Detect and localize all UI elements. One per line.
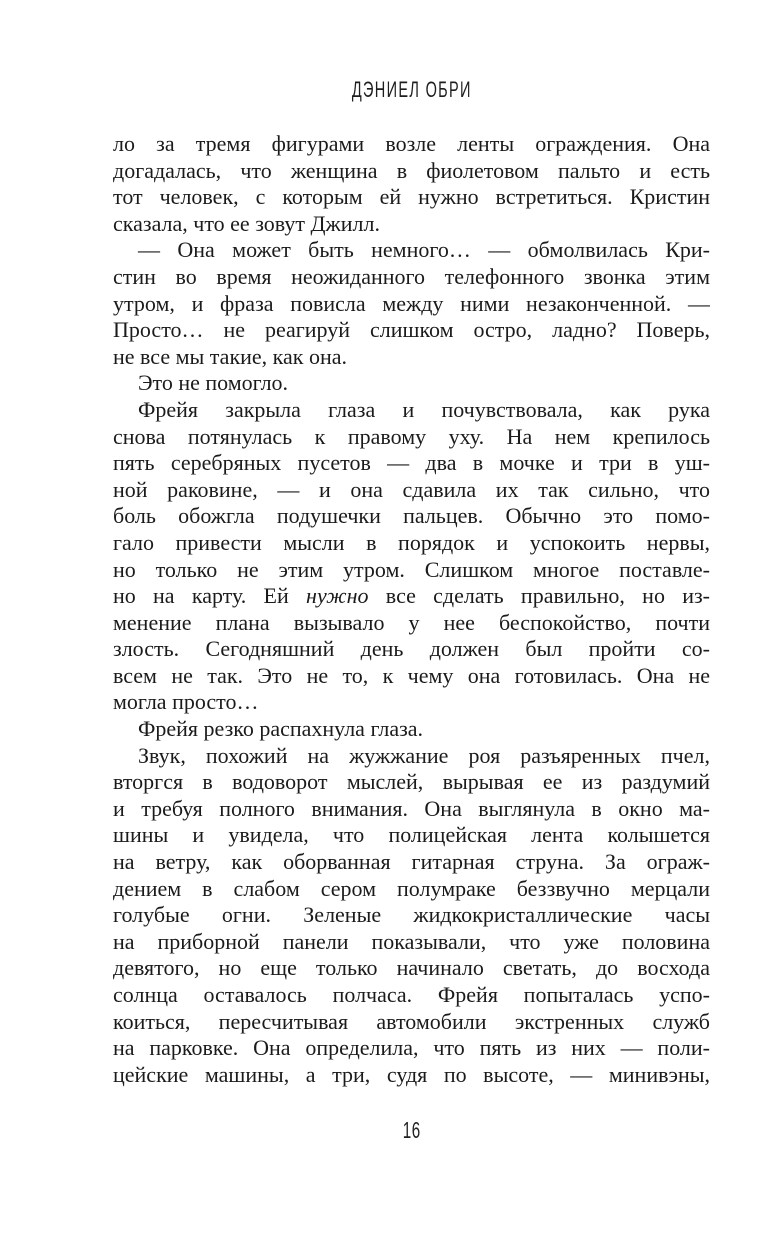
text-line: [113, 689, 710, 716]
text-line: [113, 291, 710, 318]
text-line: [113, 184, 710, 211]
text-line: [113, 264, 710, 291]
text-line: [113, 716, 710, 743]
text-segment: — Она может быть немного… — обмолвилась Кри-: [138, 237, 710, 263]
text-segment: не все мы такие, как она.: [113, 343, 348, 369]
text-line: [113, 131, 710, 158]
text-line: [113, 955, 710, 982]
body-text: [113, 131, 710, 1088]
text-segment: вторгся в водоворот мыслей, вырывая ее из раздумий: [113, 769, 710, 795]
text-line: [113, 503, 710, 530]
text-segment: тот человек, с которым ей нужно встретиться. Кристин: [113, 184, 710, 210]
text-line: [113, 743, 710, 770]
text-line: [113, 610, 710, 637]
text-line: [113, 397, 710, 424]
text-line: [113, 1035, 710, 1062]
text-line: [113, 876, 710, 903]
text-line: [113, 477, 710, 504]
text-line: [113, 929, 710, 956]
text-line: [113, 982, 710, 1009]
text-line: [113, 211, 710, 238]
text-segment: догадалась, что женщина в фиолетовом пальто и есть: [113, 157, 710, 183]
text-segment: на парковке. Она определила, что пять из них — поли-: [113, 1035, 710, 1061]
text-line: [113, 769, 710, 796]
text-segment: голубые огни. Зеленые жидкокристаллические часы: [113, 902, 710, 928]
text-segment: гало привести мысли в порядок и успокоить нервы,: [113, 529, 710, 555]
text-segment: Фрейя резко распахнула глаза.: [138, 716, 424, 742]
text-segment: снова потянулась к правому уху. На нем крепилось: [113, 423, 710, 449]
text-line: [113, 370, 710, 397]
text-segment: ло за тремя фигурами возле ленты ограждения. Она: [113, 131, 710, 156]
text-segment: злость. Сегодняшний день должен был пройти со-: [113, 636, 710, 662]
text-segment: Просто… не реагируй слишком остро, ладно? Поверь,: [113, 317, 710, 343]
text-segment: девятого, но еще только начинало светать, до восхода: [113, 955, 710, 981]
text-segment: все сделать правильно, но из-: [368, 583, 710, 609]
page-number: 16: [402, 1117, 421, 1143]
text-segment: на ветру, как оборванная гитарная струна. За ограж-: [113, 849, 710, 875]
text-line: [113, 822, 710, 849]
text-segment: боль обожгла подушечки пальцев. Обычно это помо-: [113, 503, 710, 529]
text-segment: цейские машины, а три, судя по высоте, — минивэны,: [113, 1061, 710, 1087]
text-segment: и требуя полного внимания. Она выглянула в окно ма-: [113, 795, 710, 821]
text-segment: пять серебряных пусетов — два в мочке и три в уш-: [113, 450, 710, 476]
text-segment: Фрейя закрыла глаза и почувствовала, как рука: [138, 396, 710, 422]
text-line: [113, 158, 710, 185]
text-segment: но только не этим утром. Слишком многое поставле-: [113, 556, 710, 582]
text-line: [113, 1062, 710, 1089]
text-line: [113, 1009, 710, 1036]
text-line: [113, 317, 710, 344]
page-footer: [113, 1117, 710, 1147]
text-segment: сказала, что ее зовут Джилл.: [113, 210, 380, 236]
text-line: [113, 424, 710, 451]
text-segment: на приборной панели показывали, что уже половина: [113, 928, 710, 954]
text-segment: но на карту. Ей: [113, 583, 307, 609]
text-segment: коиться, пересчитывая автомобили экстренных служб: [113, 1008, 710, 1034]
text-line: [113, 902, 710, 929]
text-segment: шины и увидела, что полицейская лента колышется: [113, 822, 710, 848]
text-line: [113, 636, 710, 663]
text-line: [113, 557, 710, 584]
text-line: [113, 450, 710, 477]
text-segment: всем не так. Это не то, к чему она готовилась. Она не: [113, 662, 710, 688]
text-segment: Это не помогло.: [138, 370, 289, 396]
running-header-text: ДЭНИЕЛ ОБРИ: [351, 77, 472, 102]
text-segment: утром, и фраза повисла между ними незаконченной. —: [113, 290, 710, 316]
text-line: [113, 796, 710, 823]
text-line: [113, 530, 710, 557]
emphasized-text: нужно: [306, 583, 369, 609]
text-line: [113, 344, 710, 371]
text-segment: солнца оставалось полчаса. Фрейя попыталась успо-: [113, 982, 710, 1007]
text-segment: менение плана вызывало у нее беспокойство, почти: [113, 609, 710, 635]
text-segment: ной раковине, — и она сдавила их так сильно, что: [113, 476, 710, 502]
text-segment: Звук, похожий на жужжание роя разъяренных пчел,: [138, 742, 710, 768]
text-line: [113, 237, 710, 264]
running-header: [113, 77, 710, 106]
text-segment: дением в слабом сером полумраке беззвучно мерцали: [113, 875, 710, 901]
text-line: [113, 663, 710, 690]
text-segment: могла просто…: [113, 689, 259, 715]
text-segment: стин во время неожиданного телефонного звонка этим: [113, 263, 710, 289]
text-line: [113, 583, 710, 610]
text-line: [113, 849, 710, 876]
